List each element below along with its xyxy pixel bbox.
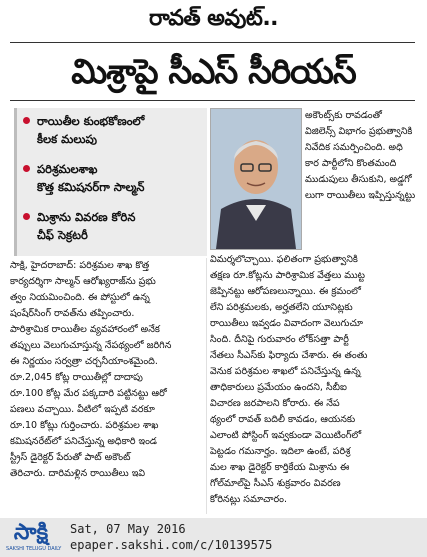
body-line: షంషేర్‌సింగ్ రావత్‌ను తప్పించారు. [10, 308, 135, 319]
body-line: రూ.2,045 కోట్ల రాయితీల్లో దాదాపు [10, 372, 143, 383]
bullet-icon [23, 213, 30, 220]
highlight-item [25, 112, 205, 148]
body-line: ముడుపులు తీసుకుని, అడ్డగో [305, 174, 412, 185]
body-line: త్వం నియమించింది. ఈ పోస్టులో ఉన్న [10, 292, 150, 303]
body-line: స్ట్రీస్ డైరెక్టర్ పేరుతో పాట్ అకౌంట్ [10, 452, 131, 463]
body-line: నివేదిక సమర్పించింది. అధి [305, 142, 403, 153]
bullet-icon [23, 165, 30, 172]
body-line: మల శాఖ డైరెక్టర్ కార్తికేయ మిశ్రాను ఈ [210, 462, 350, 473]
body-line: పారిశ్రామిక రాయితీల వ్యవహారంలో అనేక [10, 324, 160, 335]
body-line: రాయితీలు ఇవ్వడం వివాదంగా వెలుగుచూ [210, 318, 364, 329]
body-line: ఎలాంటి పోస్టింగ్ ఇవ్వకుండా వెయిటింగ్‌లో [210, 430, 362, 441]
body-line: పణలు వచ్చాయి. వీటిలో ఇప్పటి వరకూ [10, 404, 155, 415]
body-line: తప్పులు వెలుగుచూస్తున్న నేపథ్యంలో జరిగిన [10, 340, 172, 351]
body-column-left [10, 258, 205, 482]
bullet-icon [23, 117, 30, 124]
logo-subtitle: SAKSHI TELUGU DAILY [6, 546, 62, 552]
body-line: అకౌంట్స్‌కు రావడంతో [305, 110, 382, 121]
body-line: గోల్‌మాల్‌పై సీఎస్ శుక్రవారం వివరణ [210, 478, 341, 489]
highlight-line: కీలక మలుపు [37, 132, 97, 146]
article-kicker: రావత్ అవుట్.. [148, 6, 279, 31]
kicker-divider [10, 42, 415, 43]
body-line: నేతలు సీఎస్‌కు ఫిర్యాదు చేశారు. ఈ తంతు [210, 350, 368, 361]
body-column-right-bottom [210, 252, 417, 508]
body-line: తాధికారులు ప్రమేయం ఉందని, సీబీఐ [210, 382, 347, 393]
column-divider [206, 258, 207, 514]
highlight-item [25, 160, 205, 196]
body-line: థ్యంలో రావత్ బదిలీ కావడం, ఆయనకు [210, 414, 356, 425]
body-line: కార పార్టీలోని కొంతమంది [305, 158, 397, 169]
highlights-box [14, 108, 207, 256]
headline-divider [10, 100, 415, 101]
body-line: విజిలెన్స్ విభాగం ప్రభుత్వానికి [305, 126, 413, 137]
body-line: కమిషనరేట్‌లో పనిచేస్తున్న అధికారి ఇండ [10, 436, 157, 447]
portrait-photo [210, 108, 302, 250]
body-line: తెరిచారు. దారిమళ్లిన రాయితీలు ఇవి [10, 468, 146, 479]
body-line: రూ.10 కోట్లు గుర్తించారు. పరిశ్రమల శాఖ [10, 420, 159, 431]
highlight-line: కొత్త కమిషనర్‌గా సాల్మన్ [37, 180, 145, 194]
body-column-right-top [305, 108, 417, 204]
logo-wordmark: సాక్షి [13, 520, 49, 545]
body-line: కార్యదర్శిగా సాల్మన్ ఆరోఖ్యరాజ్‌ను ప్రభు [10, 276, 156, 287]
body-line: విమర్శలొచ్చాయి. ఫలితంగా ప్రభుత్వానికి [210, 254, 358, 265]
highlight-line: మిశ్రాను వివరణ కోరిన [37, 210, 136, 224]
publication-date: Sat, 07 May 2016 [70, 522, 186, 536]
body-line: లేని పరిశ్రమలకు, అర్హతలేని యూనిట్లకు [210, 302, 353, 313]
sakshi-logo [6, 520, 62, 554]
body-line: కోరినట్లు సమాచారం. [210, 494, 287, 505]
portrait-icon [211, 109, 301, 249]
body-line: పెట్టడం గమనార్హం. ఇదిలా ఉంటే, పరిశ్ర [210, 446, 351, 457]
highlight-line: రాయితీల కుంభకోణంలో [37, 114, 145, 128]
article-headline: మిశ్రాపై సీఎస్ సీరియస్ [71, 52, 356, 92]
highlight-line: పరిశ్రమలశాఖ [37, 162, 98, 176]
epaper-link[interactable]: epaper.sakshi.com/c/10139575 [70, 538, 273, 552]
body-line: విచారణ జరపాలని కోరారు. ఈ నేప [210, 398, 340, 409]
body-line: రూ.100 కోట్ల మేర పక్కదారి పట్టినట్టు ఆరో [10, 388, 167, 399]
body-line: సాక్షి, హైదరాబాద్: పరిశ్రమల శాఖ కొత్త [10, 260, 150, 271]
highlight-item [25, 208, 205, 244]
body-line: వెనుక పరిశ్రమల శాఖలో పనిచేస్తున్న ఉన్న [210, 366, 361, 377]
body-line: జెప్పినట్టు ఆరోపణలున్నాయి. ఈ క్రమంలో [210, 286, 361, 297]
body-line: ఈ నిర్ణయం సర్వత్రా చర్చనీయాంశమైంది. [10, 356, 158, 367]
body-line: లుగా రాయితీలు ఇప్పిస్తున్నట్టు [305, 190, 416, 201]
body-line: సింది. దీనిపై గురువారం లోక్‌సత్తా పార్టీ [210, 334, 349, 345]
body-line: తక్షణ రూ.కోట్లను పారిశ్రామిక వేత్తలు ముట్ట [210, 270, 365, 281]
highlight-line: చీఫ్ సెక్రటరీ [37, 228, 88, 242]
